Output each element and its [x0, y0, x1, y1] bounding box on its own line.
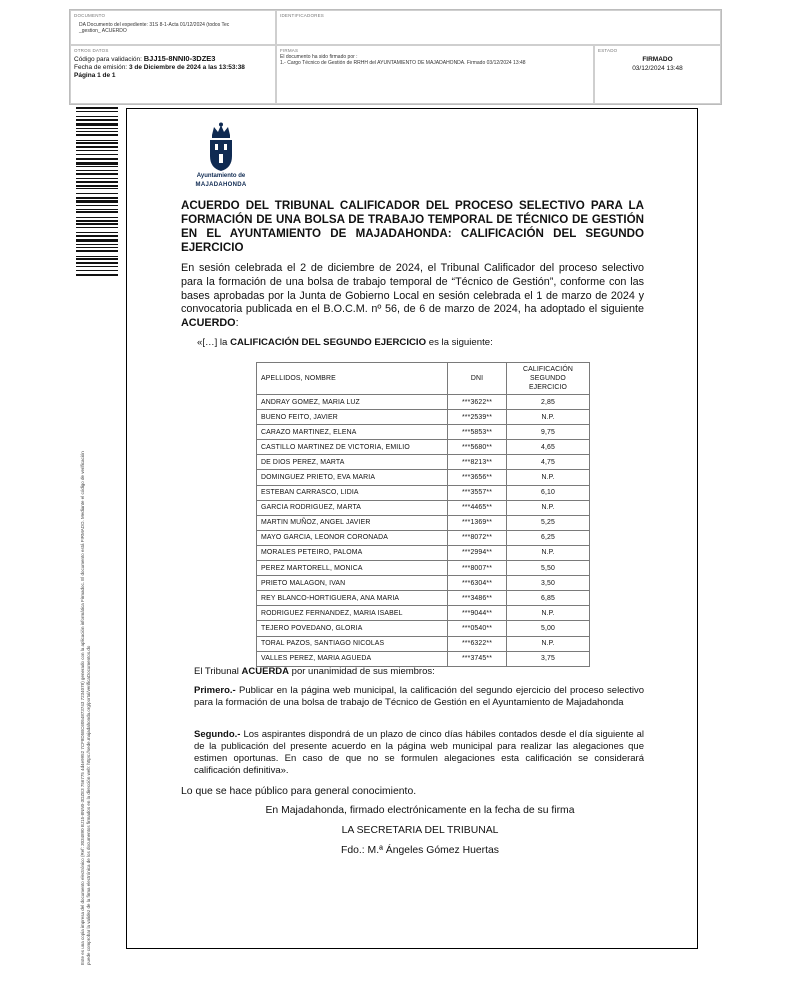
- header-name: APELLIDOS, NOMBRE: [257, 363, 448, 395]
- table-row: [257, 530, 590, 545]
- logo-line1: Ayuntamiento de: [196, 173, 246, 179]
- verification-margin-note: [80, 285, 92, 965]
- barcode-bar: [76, 116, 118, 117]
- grades-table: [256, 362, 590, 667]
- municipal-logo: [188, 122, 254, 192]
- cell-dni: ***5680**: [448, 440, 507, 455]
- barcode-bar: [76, 111, 118, 112]
- agreement-line: [194, 666, 644, 678]
- cell-dni: ***4465**: [448, 500, 507, 515]
- cell-grade: 6,85: [507, 591, 590, 606]
- barcode-bar: [76, 197, 118, 199]
- cell-dni: ***8213**: [448, 455, 507, 470]
- signature-line1: En Majadahonda, firmado electrónicamente en la fecha de su firma: [265, 805, 575, 816]
- cell-name: PRIETO MALAGON, IVAN: [257, 576, 448, 591]
- barcode-bar: [76, 220, 118, 222]
- table-row: [257, 485, 590, 500]
- cell-dni: ***6304**: [448, 576, 507, 591]
- cell-name: RODRIGUEZ FERNANDEZ, MARIA ISABEL: [257, 606, 448, 621]
- barcode-bar: [76, 154, 118, 155]
- barcode-bar: [76, 188, 118, 189]
- other-data-caption: OTROS DATOS: [74, 48, 109, 53]
- emission-row: [74, 64, 275, 72]
- closing-line: Lo que se hace público para general conocimiento.: [181, 786, 417, 797]
- cell-dni: ***3745**: [448, 651, 507, 666]
- cell-grade: 5,25: [507, 515, 590, 530]
- cell-dni: ***2994**: [448, 545, 507, 560]
- table-row: [257, 561, 590, 576]
- document-title: ACUERDO DEL TRIBUNAL CALIFICADOR DEL PROCESO SELECTIVO PARA LA FORMACIÓN DE UNA BOLSA DE TRABAJO TEMPORAL DE TÉCNICO DE GESTIÓN EN EL AYUNTAMIENTO DE MAJADAHONDA: CALIFICACIÓN DEL SEGUNDO EJERCICIO: [181, 199, 644, 254]
- table-row: [257, 395, 590, 410]
- cell-name: MORALES PETEIRO, PALOMA: [257, 545, 448, 560]
- cell-name: MAYO GARCIA, LEONOR CORONADA: [257, 530, 448, 545]
- cell-grade: 9,75: [507, 425, 590, 440]
- barcode-bar: [76, 166, 118, 167]
- signed-by-intro: El documento ha sido firmado por :: [280, 54, 358, 60]
- table-row: [257, 425, 590, 440]
- cell-name: CASTILLO MARTINEZ DE VICTORIA, EMILIO: [257, 440, 448, 455]
- cell-dni: ***3557**: [448, 485, 507, 500]
- barcode-bar: [76, 211, 118, 213]
- table-row: [257, 576, 590, 591]
- margin-note-line1: Este es una copia impresa del documento electrónico (Ref: 3034890 BJ15-8NN0-3DZE3 756775 4d4e9952 7CF8D5BC6054873743 7234078) generado con la aplicación informática Firmadoc. El documento está FIRMADO. Mediante el código de verificación: [80, 451, 85, 965]
- barcode-bar: [76, 158, 118, 160]
- table-row: [257, 455, 590, 470]
- cell-name: MARTIN MUÑOZ, ANGEL JAVIER: [257, 515, 448, 530]
- intro-end: :: [235, 317, 239, 330]
- validation-code: BJJ15-8NNI0-3DZE3: [143, 54, 216, 63]
- cell-name: PEREZ MARTORELL, MONICA: [257, 561, 448, 576]
- barcode: [76, 107, 118, 277]
- cell-grade: 6,10: [507, 485, 590, 500]
- barcode-bar: [76, 140, 118, 141]
- quote-bold: CALIFICACIÓN DEL SEGUNDO EJERCICIO: [230, 337, 427, 348]
- cell-dni: ***2539**: [448, 410, 507, 425]
- signatures-cell: [276, 45, 594, 104]
- emission-label: Fecha de emisión:: [74, 64, 128, 71]
- signed-by-detail: 1.- Cargo Técnico de Gestión de RRHH del AYUNTAMIENTO DE MAJADAHONDA. Firmado 03/12/2024 13:48: [280, 60, 526, 66]
- barcode-bar: [76, 266, 118, 267]
- cell-grade: 5,50: [507, 561, 590, 576]
- page-info: Página 1 de 1: [74, 72, 116, 79]
- cell-name: TORAL PAZOS, SANTIAGO NICOLAS: [257, 636, 448, 651]
- emission-date: 3 de Diciembre de 2024 a las 13:53:38: [128, 64, 245, 71]
- barcode-bar: [76, 128, 118, 129]
- status-cell: [594, 45, 721, 104]
- cell-dni: ***1369**: [448, 515, 507, 530]
- barcode-bar: [76, 107, 118, 109]
- cell-name: REY BLANCO-HORTIGUERA, ANA MARIA: [257, 591, 448, 606]
- cell-name: DE DIOS PEREZ, MARTA: [257, 455, 448, 470]
- barcode-bar: [76, 270, 118, 271]
- quote-pre: «[…] la: [197, 337, 228, 348]
- quote-line: [197, 337, 493, 348]
- cell-name: DOMINGUEZ PRIETO, EVA MARIA: [257, 470, 448, 485]
- table-row: [257, 545, 590, 560]
- other-data-cell: [70, 45, 276, 104]
- cell-name: BUENO FEITO, JAVIER: [257, 410, 448, 425]
- barcode-bar: [76, 235, 118, 237]
- barcode-bar: [76, 181, 118, 183]
- table-row: [257, 621, 590, 636]
- table-row: [257, 470, 590, 485]
- barcode-bar: [76, 170, 118, 171]
- agreement-pre: El Tribunal: [194, 666, 239, 677]
- cell-dni: ***3656**: [448, 470, 507, 485]
- table-row: [257, 440, 590, 455]
- cell-dni: ***6322**: [448, 636, 507, 651]
- cell-grade: 3,50: [507, 576, 590, 591]
- primero-paragraph: [194, 685, 644, 709]
- barcode-bar: [76, 142, 118, 144]
- header-dni: DNI: [448, 363, 507, 395]
- primero-text: Publicar en la página web municipal, la calificación del segundo ejercicio del proceso selectivo para la formación de una bolsa de trabajo de Técnico de Gestión en el Ayuntamiento de Majadahonda: [194, 685, 645, 708]
- cell-grade: N.P.: [507, 470, 590, 485]
- segundo-label: Segundo.-: [194, 729, 241, 740]
- barcode-bar: [76, 178, 118, 179]
- agreement-bold: ACUERDA: [241, 666, 290, 677]
- cell-name: VALLES PEREZ, MARIA AGUEDA: [257, 651, 448, 666]
- table-row: [257, 591, 590, 606]
- table-row: [257, 606, 590, 621]
- document-cell: [70, 10, 276, 45]
- identifiers-cell: [276, 10, 721, 45]
- cell-grade: 4,75: [507, 455, 590, 470]
- cell-name: TEJERO POVEDANO, GLORIA: [257, 621, 448, 636]
- segundo-paragraph: [194, 729, 644, 777]
- status-value: FIRMADO: [642, 56, 673, 63]
- cell-grade: 5,00: [507, 621, 590, 636]
- barcode-bar: [76, 232, 118, 233]
- signatures-caption: FIRMAS: [280, 48, 299, 53]
- barcode-bar: [76, 274, 118, 276]
- intro-bold: ACUERDO: [181, 317, 236, 330]
- margin-note-line2: puede comprobar la validez de la firma electrónica de los documentos firmados en la dirección web: https://sede.majadahonda.org/portal/verificaDocumentos.do: [86, 645, 91, 965]
- status-caption: ESTADO: [598, 48, 618, 53]
- barcode-bar: [76, 239, 118, 242]
- barcode-bar: [76, 150, 118, 151]
- barcode-bar: [76, 262, 118, 264]
- cell-grade: N.P.: [507, 636, 590, 651]
- cell-dni: ***9044**: [448, 606, 507, 621]
- barcode-bar: [76, 123, 118, 126]
- document-name-line1: DA Documento del expediente: 31S 8-1-Acta 01/12/2024 (todos Tec: [79, 22, 230, 28]
- intro-text: En sesión celebrada el 2 de diciembre de 2024, el Tribunal Calificador del proceso selectivo para la formación de una bolsa de trabajo temporal de “Técnico de Gestión”, conforme con las bases aprobadas por la Junta de Gobierno Local en sesión celebrada el 1 de marzo de 2024 y convocatoria publicada en el B.O.C.M. nº 56, de 6 de marzo de 2024, ha adoptado el siguiente: [181, 262, 644, 316]
- barcode-bar: [76, 250, 118, 252]
- barcode-bar: [76, 173, 118, 175]
- barcode-bar: [76, 205, 118, 206]
- primero-label: Primero.-: [194, 685, 236, 696]
- barcode-bar: [76, 244, 118, 245]
- barcode-bar: [76, 256, 118, 257]
- cell-grade: N.P.: [507, 500, 590, 515]
- table-row: [257, 636, 590, 651]
- signature-line3: Fdo.: M.ª Ángeles Gómez Huertas: [340, 845, 500, 856]
- cell-dni: ***0540**: [448, 621, 507, 636]
- table-header-row: [257, 363, 590, 395]
- document-caption: DOCUMENTO: [74, 13, 106, 18]
- cell-grade: N.P.: [507, 606, 590, 621]
- cell-grade: N.P.: [507, 545, 590, 560]
- identifiers-caption: IDENTIFICADORES: [280, 13, 325, 18]
- barcode-bar: [76, 217, 118, 218]
- agreement-post: por unanimidad de sus miembros:: [291, 666, 435, 677]
- cell-name: ESTEBAN CARRASCO, LIDIA: [257, 485, 448, 500]
- cell-grade: 6,25: [507, 530, 590, 545]
- table-row: [257, 651, 590, 666]
- barcode-bar: [76, 193, 118, 194]
- barcode-bar: [76, 119, 118, 121]
- table-row: [257, 515, 590, 530]
- barcode-bar: [76, 185, 118, 187]
- cell-grade: 4,65: [507, 440, 590, 455]
- status-date: 03/12/2024 13:48: [632, 65, 683, 72]
- validation-row: [74, 55, 275, 64]
- document-info-header: [69, 9, 722, 105]
- crown-crest-icon: [206, 122, 236, 172]
- cell-name: GARCIA RODRIGUEZ, MARTA: [257, 500, 448, 515]
- barcode-bar: [76, 227, 118, 228]
- cell-name: ANDRAY GOMEZ, MARIA LUZ: [257, 395, 448, 410]
- cell-dni: ***8072**: [448, 530, 507, 545]
- quote-post: es la siguiente:: [428, 337, 493, 348]
- cell-grade: 3,75: [507, 651, 590, 666]
- cell-dni: ***3622**: [448, 395, 507, 410]
- table-row: [257, 500, 590, 515]
- validation-label: Código para validación:: [74, 56, 142, 63]
- intro-paragraph: [181, 262, 644, 331]
- cell-dni: ***5853**: [448, 425, 507, 440]
- barcode-bar: [76, 134, 118, 136]
- barcode-bar: [76, 223, 118, 225]
- cell-grade: N.P.: [507, 410, 590, 425]
- barcode-bar: [76, 131, 118, 132]
- document-name-line2: _gestion_ ACUERDO: [79, 28, 127, 34]
- segundo-text: Los aspirantes dispondrá de un plazo de cinco días hábiles contados desde el día siguiente al de la publicación del presente acuerdo en la página web municipal para realizar las alegaciones que estimen oportunas. En caso de que no se formulen alegaciones esta calificación se considerará calificación definitiva».: [194, 729, 645, 776]
- barcode-bar: [76, 258, 118, 260]
- barcode-bar: [76, 146, 118, 148]
- cell-dni: ***8007**: [448, 561, 507, 576]
- barcode-bar: [76, 209, 118, 210]
- cell-grade: 2,85: [507, 395, 590, 410]
- barcode-bar: [76, 162, 118, 165]
- logo-line2: MAJADAHONDA: [195, 182, 247, 188]
- barcode-bar: [76, 200, 118, 203]
- barcode-bar: [76, 247, 118, 248]
- table-row: [257, 410, 590, 425]
- cell-name: CARAZO MARTINEZ, ELENA: [257, 425, 448, 440]
- header-grade: CALIFICACIÓN SEGUNDO EJERCICIO: [507, 363, 590, 395]
- signature-line2: LA SECRETARIA DEL TRIBUNAL: [341, 825, 499, 836]
- cell-dni: ***3486**: [448, 591, 507, 606]
